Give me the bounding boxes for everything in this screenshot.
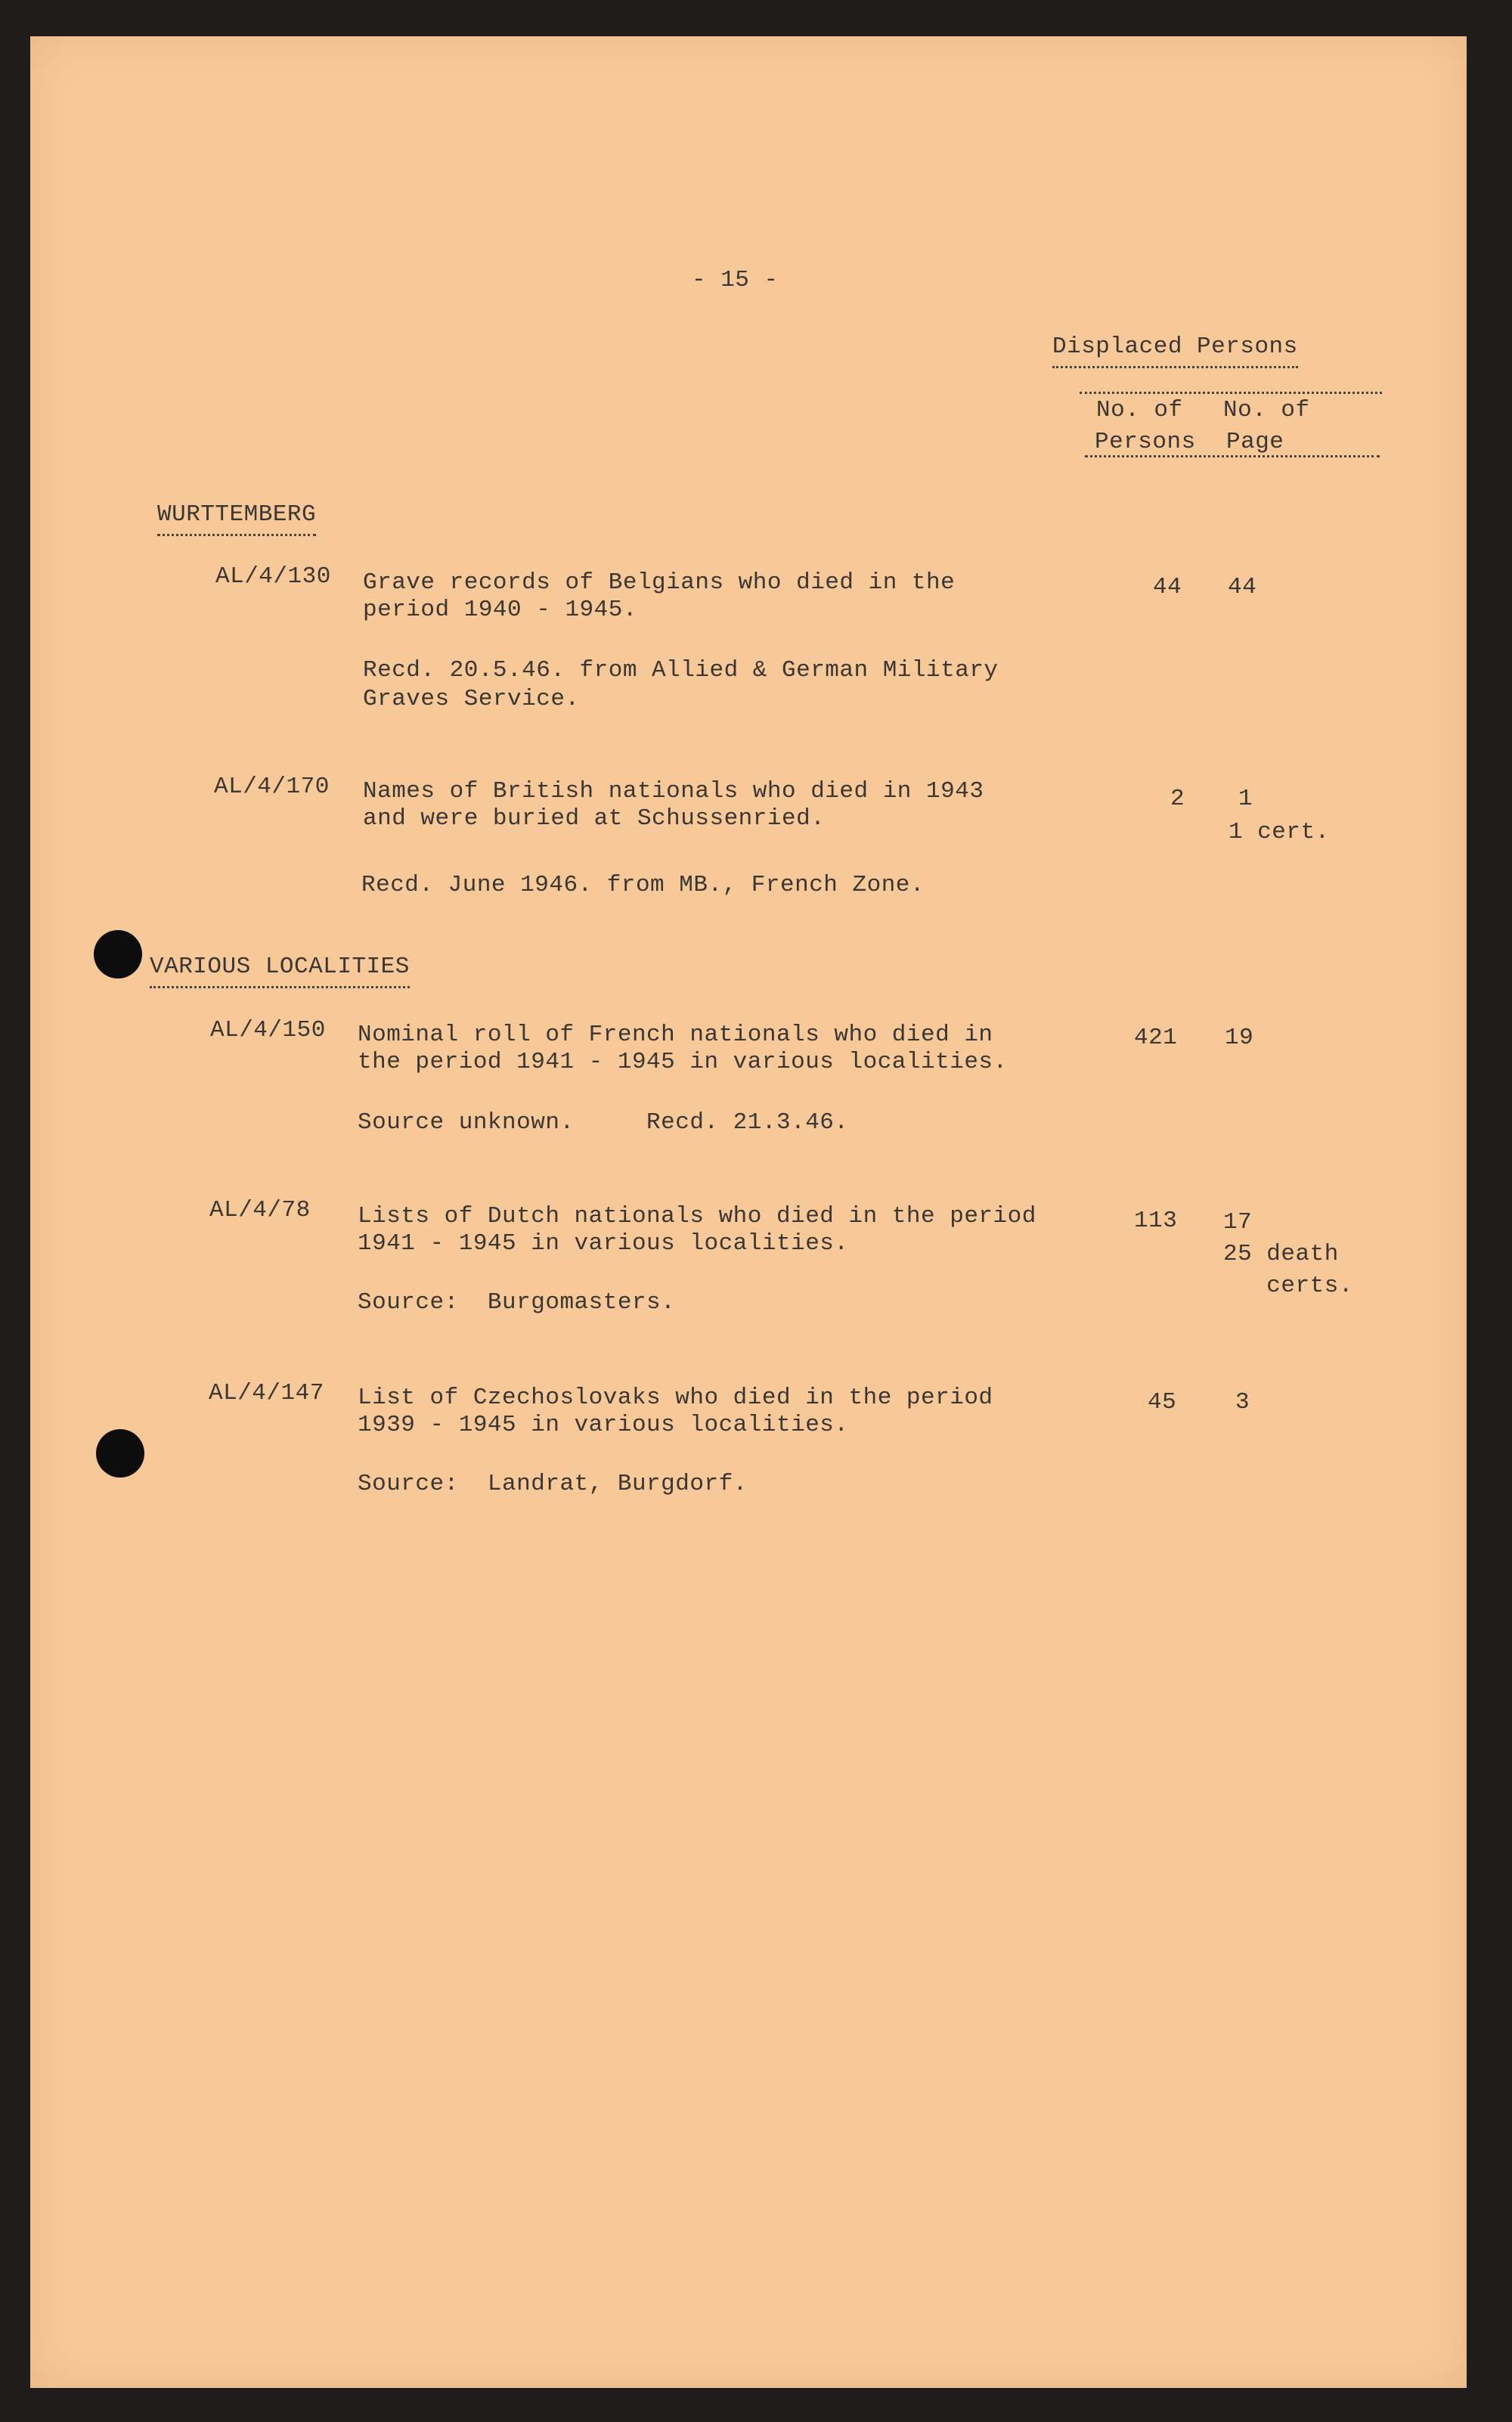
entry-desc-line: and were buried at Schussenried.: [363, 805, 826, 832]
entry-note-line: Graves Service.: [363, 686, 580, 712]
col-persons-header-line2: Persons: [1095, 429, 1196, 455]
col-page-header-line2: Page: [1226, 429, 1284, 455]
entry-desc-line: 1941 - 1945 in various localities.: [358, 1230, 849, 1257]
header-rule-bottom: [1085, 455, 1380, 457]
entry-persons-count: 44: [1153, 574, 1182, 600]
entry-page-count: 17: [1223, 1209, 1253, 1236]
section-title-wurttemberg: WURTTEMBERG: [157, 498, 316, 536]
entry-desc-line: List of Czechoslovaks who died in the period: [358, 1385, 993, 1411]
page-number: - 15 -: [692, 267, 779, 293]
punch-hole-bottom: [96, 1429, 144, 1478]
entry-persons-count: 421: [1134, 1025, 1178, 1051]
entry-desc-line: period 1940 - 1945.: [363, 597, 637, 623]
entry-desc-line: Grave records of Belgians who died in the: [363, 569, 956, 596]
entry-note-line: Recd. 20.5.46. from Allied & German Military: [363, 657, 999, 684]
entry-ref: AL/4/130: [215, 563, 331, 590]
entry-page-count: 44: [1228, 574, 1257, 600]
entry-persons-count: 113: [1134, 1208, 1178, 1234]
entry-persons-count: 2: [1170, 786, 1185, 812]
col-page-header-line1: No. of: [1223, 397, 1310, 423]
column-group-header: Displaced Persons: [1052, 330, 1298, 368]
entry-ref: AL/4/147: [209, 1380, 324, 1406]
entry-page-count: 25 death: [1223, 1241, 1339, 1267]
entry-page-count: certs.: [1223, 1273, 1353, 1299]
entry-desc-line: 1939 - 1945 in various localities.: [358, 1412, 849, 1438]
entry-desc-line: Names of British nationals who died in 1943: [363, 778, 984, 805]
entry-ref: AL/4/170: [214, 774, 330, 800]
entry-note-line: Source: Landrat, Burgdorf.: [358, 1471, 748, 1497]
document-page: [30, 36, 1467, 2388]
entry-page-count: 1: [1238, 786, 1253, 812]
entry-ref: AL/4/78: [209, 1197, 311, 1223]
entry-desc-line: the period 1941 - 1945 in various localities.: [358, 1049, 1008, 1075]
entry-note-line: Source unknown. Recd. 21.3.46.: [358, 1109, 849, 1136]
entry-page-count: 3: [1235, 1389, 1250, 1416]
punch-hole-top: [94, 930, 142, 978]
section-title-various-localities: VARIOUS LOCALITIES: [150, 950, 410, 988]
entry-note-line: Recd. June 1946. from MB., French Zone.: [361, 872, 925, 898]
entry-ref: AL/4/150: [210, 1017, 326, 1044]
entry-desc-line: Lists of Dutch nationals who died in the period: [358, 1203, 1036, 1230]
entry-page-count: 19: [1225, 1025, 1254, 1051]
entry-desc-line: Nominal roll of French nationals who died in: [358, 1022, 993, 1048]
entry-persons-count: 45: [1148, 1389, 1177, 1416]
col-persons-header-line1: No. of: [1096, 397, 1183, 423]
entry-note-line: Source: Burgomasters.: [358, 1289, 676, 1316]
entry-page-count: 1 cert.: [1228, 819, 1330, 845]
